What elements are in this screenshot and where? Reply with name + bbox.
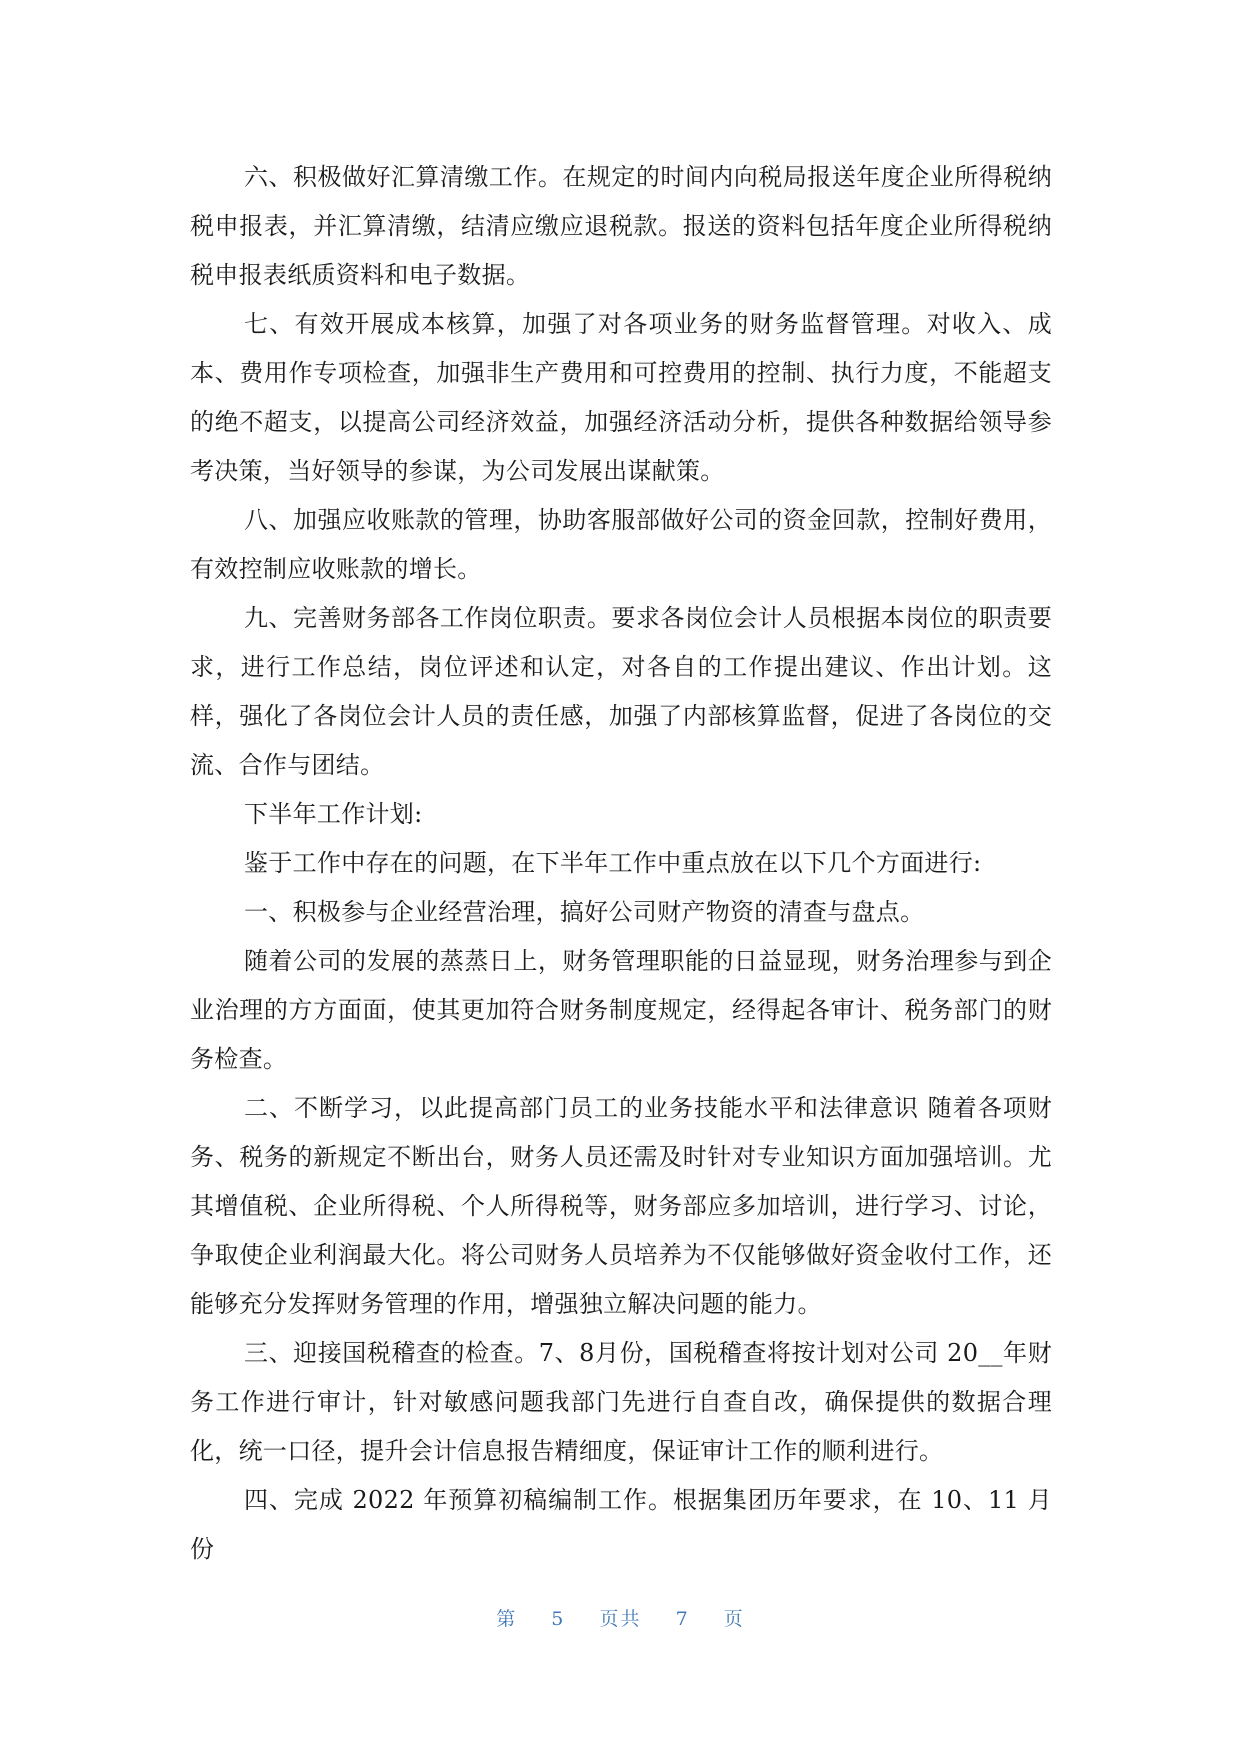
page-footer [0,1604,1241,1631]
footer-prefix: 第 [496,1608,518,1630]
paragraph-plan-one-detail: 随着公司的发展的蒸蒸日上，财务管理职能的日益显现，财务治理参与到企业治理的方方面面，使其更加符合财务制度规定，经得起各审计、税务部门的财务检查。 [190,947,1052,1073]
footer-page-number: 5 [551,1608,566,1630]
paragraph-plan-one: 一、积极参与企业经营治理，搞好公司财产物资的清查与盘点。 [244,898,925,926]
footer-suffix: 页 [723,1608,745,1630]
footer-total-pages: 7 [675,1608,690,1630]
footer-middle: 页共 [599,1608,642,1630]
paragraph-plan-three: 三、迎接国税稽查的检查。7、8月份，国税稽查将按计划对公司 20__年财务工作进行审计，针对敏感问题我部门先进行自查自改，确保提供的数据合理化，统一口径，提升会计信息报告精细度，保证审计工作的顺利进行。 [190,1339,1052,1465]
paragraph-six: 六、积极做好汇算清缴工作。在规定的时间内向税局报送年度企业所得税纳税申报表，并汇算清缴，结清应缴应退税款。报送的资料包括年度企业所得税纳税申报表纸质资料和电子数据。 [190,163,1052,289]
paragraph-plan-four: 四、完成 2022 年预算初稿编制工作。根据集团历年要求，在 10、11 月份 [190,1486,1052,1563]
section-heading-plan: 下半年工作计划: [244,800,423,828]
document-body [190,153,1052,1574]
paragraph-eight: 八、加强应收账款的管理，协助客服部做好公司的资金回款，控制好费用，有效控制应收账款的增长。 [190,506,1052,583]
paragraph-nine: 九、完善财务部各工作岗位职责。要求各岗位会计人员根据本岗位的职责要求，进行工作总结，岗位评述和认定，对各自的工作提出建议、作出计划。这样，强化了各岗位会计人员的责任感，加强了内部核算监督，促进了各岗位的交流、合作与团结。 [190,604,1052,779]
paragraph-plan-intro: 鉴于工作中存在的问题，在下半年工作中重点放在以下几个方面进行: [244,849,982,877]
paragraph-plan-two: 二、不断学习，以此提高部门员工的业务技能水平和法律意识 随着各项财务、税务的新规定不断出台，财务人员还需及时针对专业知识方面加强培训。尤其增值税、企业所得税、个人所得税等，财务部应多加培训，进行学习、讨论，争取使企业利润最大化。将公司财务人员培养为不仅能够做好资金收付工作，还能够充分发挥财务管理的作用，增强独立解决问题的能力。 [190,1094,1052,1318]
paragraph-seven: 七、有效开展成本核算，加强了对各项业务的财务监督管理。对收入、成本、费用作专项检查，加强非生产费用和可控费用的控制、执行力度，不能超支的绝不超支，以提高公司经济效益，加强经济活动分析，提供各种数据给领导参考决策，当好领导的参谋，为公司发展出谋献策。 [190,310,1052,485]
